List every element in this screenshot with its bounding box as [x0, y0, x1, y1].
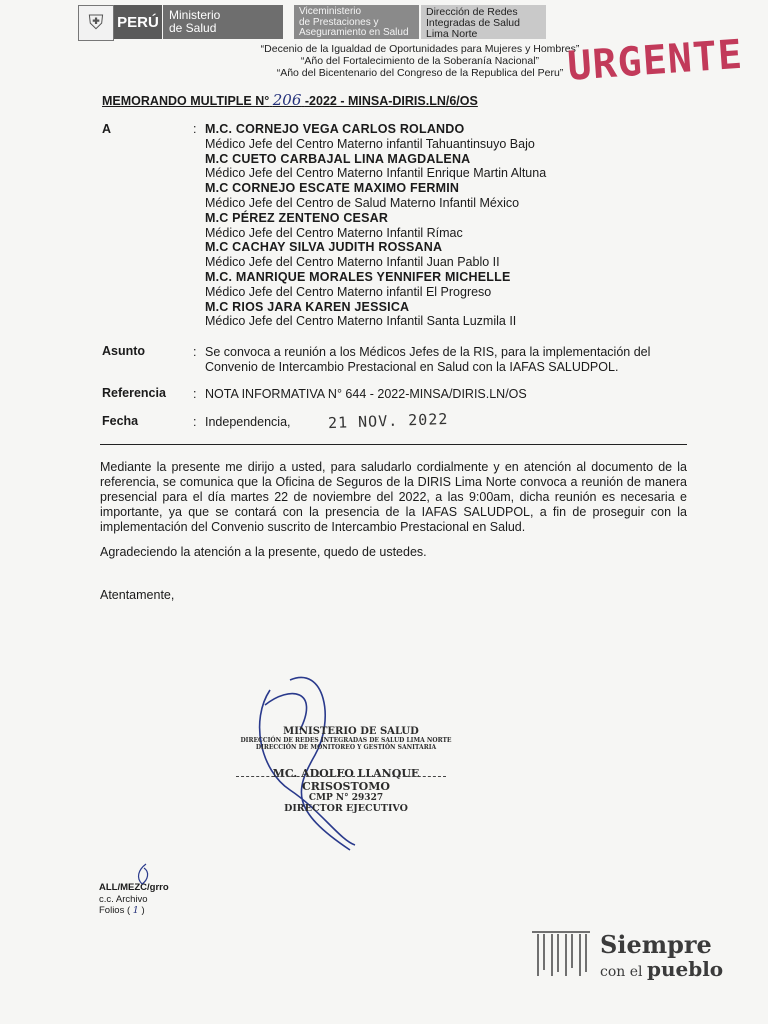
date-stamp: 21 NOV. 2022 [327, 409, 449, 433]
decenio-line-2: “Año del Fortalecimiento de la Soberanía Nacional” [300, 55, 540, 67]
folios-label: Folios ( [99, 905, 131, 916]
ministry-line-1: Ministerio [169, 8, 221, 22]
date-place: Independencia, [205, 415, 291, 429]
recipient-position: Médico Jefe del Centro Materno Infantil Santa Luzmila II [205, 314, 517, 329]
recipient-name: M.C CUETO CARBAJAL LINA MAGDALENA [205, 151, 471, 166]
dir-line-1: Dirección de Redes [426, 6, 518, 18]
memo-suffix: -2022 - MINSA-DIRIS.LN/6/OS [304, 94, 478, 108]
date-label: Fecha [102, 414, 139, 428]
to-label: A [102, 122, 112, 136]
seal-role: DIRECTOR EJECUTIVO [284, 803, 408, 814]
recipient-position: Médico Jefe del Centro Materno infantil El Progreso [205, 284, 492, 299]
ministry-logo [163, 5, 283, 39]
memo-title [102, 91, 478, 109]
closing: Atentamente, [100, 588, 175, 602]
recipient-name: M.C PÉREZ ZENTENO CESAR [205, 210, 389, 225]
slogan-siempre: Siempre [600, 930, 712, 959]
reference-colon: : [193, 387, 197, 401]
reference-value: NOTA INFORMATIVA N° 644 - 2022-MINSA/DIRIS.LN/OS [205, 387, 527, 401]
subject-line-1: Se convoca a reunión a los Médicos Jefes de la RIS, para la implementación del [205, 345, 651, 359]
memo-number: 206 [272, 91, 302, 109]
recipient-list [205, 122, 705, 329]
divider [100, 444, 687, 445]
columns-logo-icon [528, 928, 594, 980]
signature-line [236, 776, 446, 777]
subject-colon: : [193, 345, 197, 359]
peru-logo: PERÚ [114, 5, 162, 39]
seal-cmp: CMP N° 29327 [308, 793, 384, 803]
body-paragraph-2: Agradeciendo la atención a la presente, quedo de ustedes. [100, 545, 427, 559]
vice-line-2: de Prestaciones y [299, 16, 379, 28]
vice-line-3: Aseguramiento en Salud [299, 27, 409, 38]
official-seal [236, 726, 456, 814]
recipient-position: Médico Jefe del Centro Materno Infantil Enrique Martin Altuna [205, 166, 547, 181]
recipient-name: M.C CACHAY SILVA JUDITH ROSSANA [205, 240, 443, 255]
peru-shield-icon: ⛨ [78, 5, 114, 41]
seal-signer: MC. ADOLFO LLANQUE CRISOSTOMO [272, 767, 420, 793]
slogan-pueblo [600, 957, 723, 981]
folios-value: 1 [132, 905, 139, 916]
recipient-name: M.C. MANRIQUE MORALES YENNIFER MICHELLE [205, 269, 511, 284]
subject-label: Asunto [102, 344, 146, 358]
to-colon: : [193, 122, 197, 136]
subject-text [205, 345, 705, 375]
recipient-name: M.C CORNEJO ESCATE MAXIMO FERMIN [205, 181, 460, 196]
decenio-line-1: “Decenio de la Igualdad de Oportunidades para Mujeres y Hombres” [260, 43, 580, 55]
reference-label: Referencia [102, 386, 166, 400]
subject-line-2: Convenio de Intercambio Prestacional en Salud con la IAFAS SALUDPOL. [205, 360, 619, 374]
vice-line-1: Viceministerio [299, 6, 362, 17]
seal-direction-1: DIRECCIÓN DE REDES INTEGRADAS DE SALUD LIMA NORTE [240, 737, 452, 744]
folios [99, 905, 145, 916]
recipient-position: Médico Jefe del Centro de Salud Materno Infantil México [205, 195, 520, 210]
seal-ministry: MINISTERIO DE SALUD [283, 726, 419, 737]
viceministry-logo [294, 5, 419, 39]
dir-line-2: Integradas de Salud [426, 17, 520, 29]
recipient-position: Médico Jefe del Centro Materno Infantil Juan Pablo II [205, 255, 500, 270]
date-colon: : [193, 415, 197, 429]
recipient-position: Médico Jefe del Centro Materno infantil Tahuantinsuyo Bajo [205, 136, 535, 151]
memo-prefix: MEMORANDO MULTIPLE N° [102, 94, 270, 108]
initials: ALL/MEZC/grro [99, 882, 169, 893]
recipient-name: M.C. CORNEJO VEGA CARLOS ROLANDO [205, 122, 465, 136]
archive-copy: c.c. Archivo [99, 894, 148, 905]
ministry-line-2: de Salud [169, 21, 217, 35]
recipient-position: Médico Jefe del Centro Materno Infantil Rímac [205, 225, 463, 240]
folios-close: ) [141, 905, 145, 916]
body-paragraph-1: Mediante la presente me dirijo a usted, para saludarlo cordialmente y en atención al documento de la referencia, se comunica que la Oficina de Seguros de la DIRIS Lima Norte convoca a reunión de manera presencial para el día martes 22 de noviembre del 2022, a las 9:00am, dicha reunión es necesaria e importante, ya que se contará con la presencia de la IAFAS SALUDPOL, a fin de proseguir con la implementación del Convenio suscrito de Intercambio Prestacional en Salud. [100, 460, 687, 534]
initial-scribble [132, 862, 156, 888]
recipient-name: M.C RIOS JARA KAREN JESSICA [205, 299, 410, 314]
diris-logo [421, 5, 546, 39]
urgent-stamp: URGENTE [566, 31, 745, 90]
seal-direction-2: DIRECCIÓN DE MONITOREO Y GESTIÓN SANITARIA [255, 744, 437, 751]
dir-line-3: Lima Norte [426, 28, 478, 40]
decenio-line-3: “Año del Bicentenario del Congreso de la Republica del Peru” [276, 67, 564, 79]
slogan-con-el: con el [600, 964, 643, 980]
slogan-pueblo-word: pueblo [646, 957, 724, 981]
